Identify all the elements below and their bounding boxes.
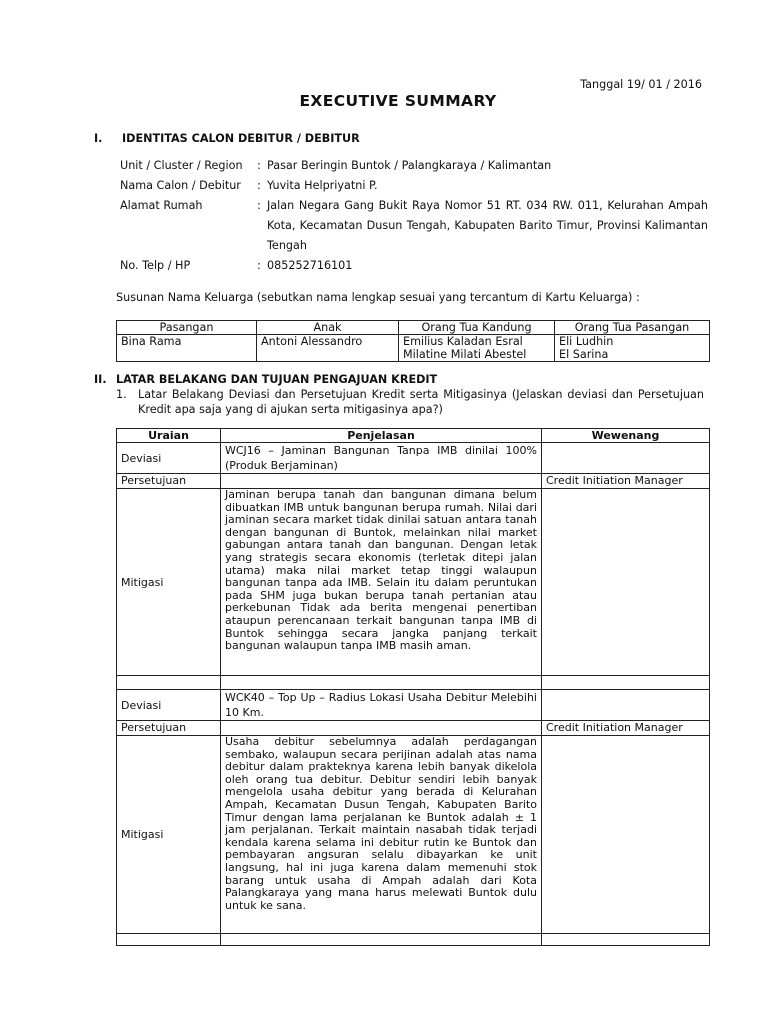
field-label: Nama Calon / Debitur <box>120 179 241 192</box>
item-number: 1. <box>116 388 127 401</box>
section-1-heading <box>94 132 360 145</box>
ortu-pasangan-1: Eli Ludhin <box>559 335 614 348</box>
table-row <box>117 690 710 721</box>
mitigasi-text: Jaminan berupa tanah dan bangunan dimana belum dibuatkan IMB untuk bangunan berupa rumah. Nilai dari jaminan secara market tidak dinilai satuan antara tanah dengan bangunan di Buntok, melainkan nilai market gabungan antara tanah dan bangunan. Dengan letak yang strategis secara ekonomis (terletak ditepi jalan utama) maka nilai market tetap tinggi walaupun bangunan tanpa ada IMB. Selain itu dalam peruntukan pada SHM juga bukan berupa tanah pertanian atau perkebunan Tidak ada berita mengenai penertiban ataupun perencanaan terkait bangunan tanpa IMB di Buntok sehingga secara jangka panjang terkait bangunan walaupun tanpa IMB masih aman. <box>221 489 542 676</box>
family-pasangan: Bina Rama <box>117 335 257 362</box>
deviasi-label: Deviasi <box>117 443 221 474</box>
header-uraian: Uraian <box>117 429 221 443</box>
ortu-kandung-1: Emilius Kaladan Esral <box>403 335 523 348</box>
field-colon: : <box>257 159 261 172</box>
field-colon: : <box>257 179 261 192</box>
table-row <box>117 489 710 676</box>
field-colon: : <box>257 259 261 272</box>
family-header-anak: Anak <box>257 321 399 335</box>
field-value: Yuvita Helpriyatni P. <box>267 179 378 192</box>
section-2-number: II. <box>94 373 107 386</box>
family-header-ortu-kandung: Orang Tua Kandung <box>399 321 555 335</box>
family-table-header <box>117 321 710 335</box>
document-date: Tanggal 19/ 01 / 2016 <box>580 78 702 91</box>
table-row <box>117 736 710 934</box>
field-label: Alamat Rumah <box>120 199 203 212</box>
field-alamat <box>120 196 708 256</box>
spacer-row <box>117 676 710 690</box>
empty-cell <box>221 474 542 489</box>
section-2-title: LATAR BELAKANG DAN TUJUAN PENGAJUAN KREDIT <box>116 373 438 386</box>
persetujuan-label: Persetujuan <box>117 474 221 489</box>
mitigasi-text: Usaha debitur sebelumnya adalah perdagangan sembako, walaupun secara perijinan adalah atas nama debitur dalam prakteknya karena lebih banyak dikelola oleh orang tua debitur. Debitur sendiri lebih banyak mengelola usaha debitur yang berada di Kelurahan Ampah, Kecamatan Dusun Tengah, Kabupaten Barito Timur dengan lama perjalanan ke Buntok adalah ± 1 jam perjalanan. Terkait maintain nasabah tidak terjadi kendala karena selama ini debitur rutin ke Buntok dan pembayaran angsuran selalu dibayarkan ke unit langsung, hal ini juga karena dalam memenuhi stok barang untuk usaha di Ampah adalah dari Kota Palangkaraya yang mana harus melewati Buntok dulu untuk ke sana. <box>221 736 542 934</box>
section-2-item <box>116 387 704 417</box>
empty-cell <box>542 489 710 676</box>
identity-fields <box>120 156 708 276</box>
field-value: 085252716101 <box>267 259 353 272</box>
header-penjelasan: Penjelasan <box>221 429 542 443</box>
field-telp <box>120 256 708 276</box>
deviasi-label: Deviasi <box>117 690 221 721</box>
section-2-heading <box>94 373 437 386</box>
field-colon: : <box>257 199 261 212</box>
family-note: Susunan Nama Keluarga (sebutkan nama lengkap sesuai yang tercantum di Kartu Keluarga) : <box>116 291 640 304</box>
mitigasi-label: Mitigasi <box>117 489 221 676</box>
section-1-title: IDENTITAS CALON DEBITUR / DEBITUR <box>122 132 360 145</box>
field-label: Unit / Cluster / Region <box>120 159 243 172</box>
empty-cell <box>542 690 710 721</box>
field-unit <box>120 156 708 176</box>
table-row <box>117 474 710 489</box>
field-value: Pasar Beringin Buntok / Palangkaraya / Kalimantan <box>267 159 552 172</box>
header-wewenang: Wewenang <box>542 429 710 443</box>
empty-cell <box>542 443 710 474</box>
family-header-pasangan: Pasangan <box>117 321 257 335</box>
empty-cell <box>542 736 710 934</box>
family-ortu-pasangan <box>555 335 710 362</box>
empty-cell <box>221 721 542 736</box>
family-anak: Antoni Alessandro <box>257 335 399 362</box>
deviation-table-header <box>117 429 710 443</box>
field-label: No. Telp / HP <box>120 259 191 272</box>
field-value: Jalan Negara Gang Bukit Raya Nomor 51 RT. 034 RW. 011, Kelurahan Ampah Kota, Kecamatan Dusun Tengah, Kabupaten Barito Timur, Provinsi Kalimantan Tengah <box>267 199 708 252</box>
table-row <box>117 443 710 474</box>
persetujuan-label: Persetujuan <box>117 721 221 736</box>
item-text: Latar Belakang Deviasi dan Persetujuan Kredit serta Mitigasinya (Jelaskan deviasi dan Persetujuan Kredit apa saja yang di ajukan serta mitigasinya apa?) <box>138 388 704 416</box>
field-nama <box>120 176 708 196</box>
family-ortu-kandung <box>399 335 555 362</box>
ortu-pasangan-2: El Sarina <box>559 348 609 361</box>
family-header-ortu-pasangan: Orang Tua Pasangan <box>555 321 710 335</box>
family-table <box>116 320 710 362</box>
table-row <box>117 721 710 736</box>
wewenang-value: Credit Initiation Manager <box>542 721 710 736</box>
spacer-row <box>117 934 710 946</box>
deviasi-text: WCK40 – Top Up – Radius Lokasi Usaha Debitur Melebihi 10 Km. <box>221 690 542 721</box>
mitigasi-label: Mitigasi <box>117 736 221 934</box>
document-title: EXECUTIVE SUMMARY <box>299 92 497 110</box>
section-1-number: I. <box>94 132 103 145</box>
family-table-row <box>117 335 710 362</box>
ortu-kandung-2: Milatine Milati Abestel <box>403 348 527 361</box>
deviation-table <box>116 428 710 946</box>
wewenang-value: Credit Initiation Manager <box>542 474 710 489</box>
deviasi-text: WCJ16 – Jaminan Bangunan Tanpa IMB dinilai 100% (Produk Berjaminan) <box>221 443 542 474</box>
